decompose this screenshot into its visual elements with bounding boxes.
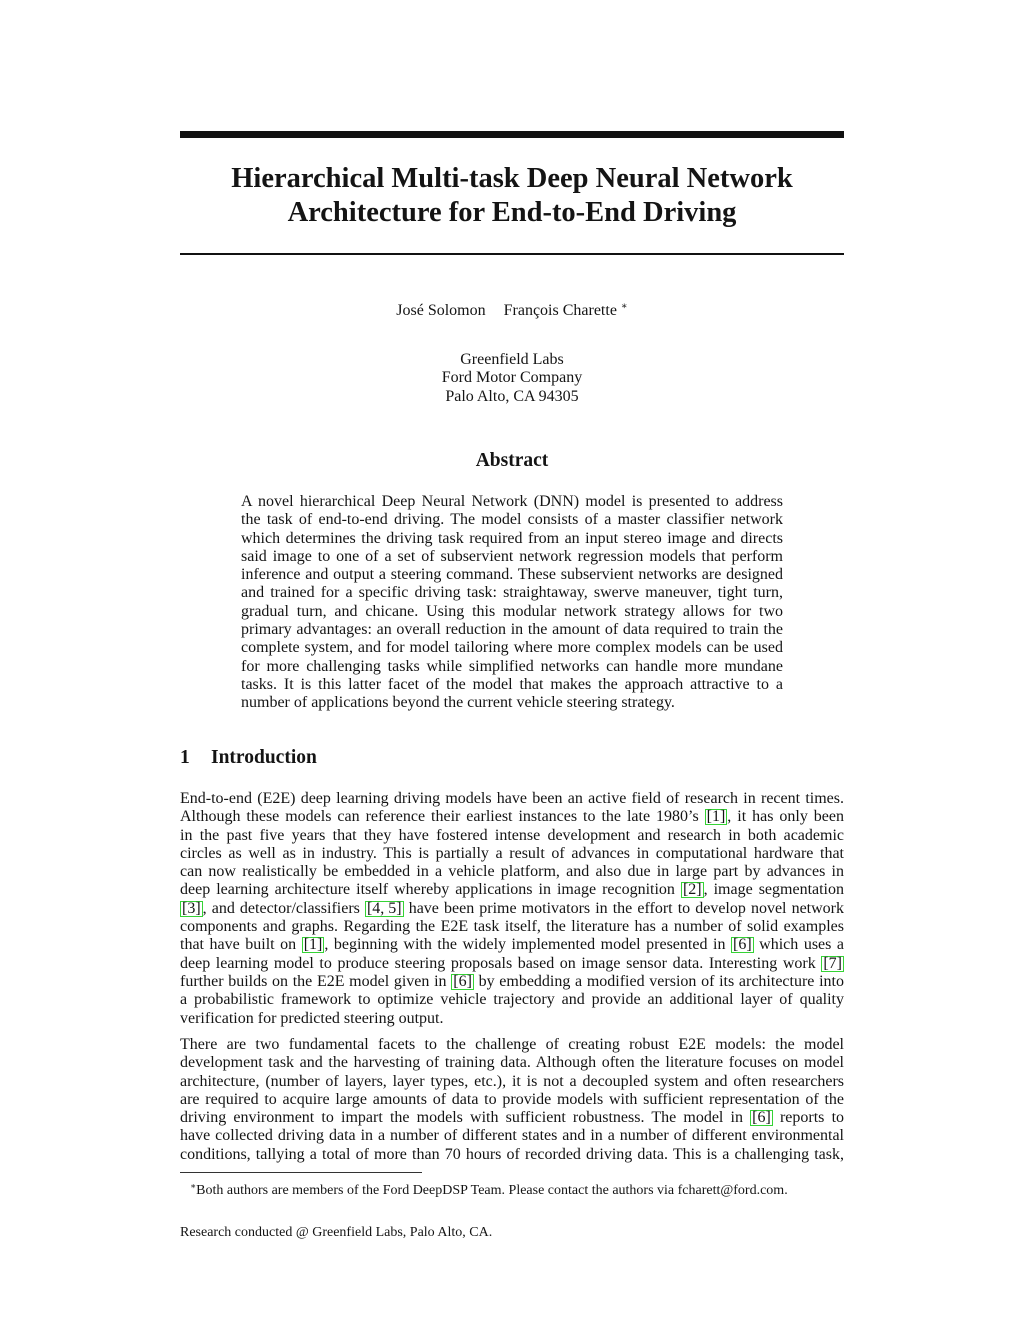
abstract-line: and trained for a specific driving task: straightaway, swerve maneuver, tight turn, xyxy=(241,584,783,602)
paragraph-line: architecture, (number of layers, layer types, etc.), it is not a decoupled system and often researchers xyxy=(180,1072,844,1090)
paper-title xyxy=(180,162,844,230)
footnote-mark: ∗ xyxy=(190,1181,197,1191)
paragraph-line: that have built on [1] , beginning with the widely implemented model presented in [6] which uses a xyxy=(180,936,845,954)
paragraph-line: components and graphs. Regarding the E2E task itself, the literature has a number of solid examples xyxy=(180,918,844,936)
abstract-line: number of applications beyond the current vehicle steering strategy. xyxy=(241,694,675,712)
citation-link[interactable]: [1] xyxy=(706,808,726,826)
paragraph-line: [3] , and detector/classifiers [4, 5] have been prime motivators in the effort to develop novel network xyxy=(182,899,845,917)
paragraph-line: development task and the harvesting of training data. Although often the literature focuses on model xyxy=(180,1054,844,1072)
citation-link[interactable]: [1] xyxy=(303,936,323,954)
abstract-body xyxy=(241,493,783,713)
affiliation-line-2: Ford Motor Company xyxy=(441,369,583,387)
intro-paragraph-1 xyxy=(180,790,844,1028)
intro-paragraph-2 xyxy=(180,1036,844,1164)
paragraph-line: verification for predicted steering output. xyxy=(180,1009,444,1027)
abstract-line: inference and output a steering command. These subservient networks are designed xyxy=(241,566,783,584)
abstract-line: tasks. It is this latter facet of the model that makes the approach attractive to a xyxy=(241,675,783,693)
author-1: José Solomon xyxy=(396,302,486,319)
paragraph-line: further builds on the E2E model given in [6] by embedding a modified version of its architecture into xyxy=(180,972,844,990)
abstract-line: for more challenging tasks while simplified networks can handle more mundane xyxy=(241,657,783,675)
author-list xyxy=(180,297,844,321)
section-title: Introduction xyxy=(211,747,317,768)
title-line-1: Hierarchical Multi-task Deep Neural Network xyxy=(231,163,793,194)
citation-link[interactable]: [6] xyxy=(453,972,472,990)
citation-link[interactable]: [3] xyxy=(182,899,201,917)
abstract-line: A novel hierarchical Deep Neural Network (DNN) model is presented to address xyxy=(241,493,783,510)
paragraph-line: Although these models can reference their earliest instances to the late 1980’s [1] , it has only been xyxy=(180,808,844,826)
abstract-line: the task of end-to-end driving. The model consists of a master classifier network xyxy=(241,511,783,529)
citation-link[interactable]: [6] xyxy=(752,1109,771,1127)
paragraph-line: a probabilistic framework to optimize vehicle trajectory and provide an additional layer of quality xyxy=(180,991,844,1009)
abstract-line: which determines the driving task required from an input stereo image and directs xyxy=(241,529,783,547)
paragraph-line: circles as well as in industry. This is partially a result of advances in computational hardware that xyxy=(180,844,844,862)
title-bottom-rule xyxy=(180,253,844,255)
abstract-heading: Abstract xyxy=(475,450,549,471)
affiliation-line-1: Greenfield Labs xyxy=(460,351,564,368)
section-number: 1 xyxy=(180,747,190,768)
paragraph-line: can now realistically be embedded in a vehicle platform, and also due in large part by advances in xyxy=(180,863,844,881)
footnote-rule xyxy=(180,1172,422,1173)
footnote xyxy=(190,1177,844,1200)
abstract-line: complete system, and for model tailoring where more complex models can be used xyxy=(241,639,783,657)
paragraph-line: in the past five years that they have fostered intense development and research in both academic xyxy=(180,826,844,844)
citation-link[interactable]: [2] xyxy=(682,881,702,899)
paragraph-line: have collected driving data in a number of different states and in a number of different environmental xyxy=(180,1127,844,1145)
title-top-rule xyxy=(180,131,844,138)
affiliation-line-3: Palo Alto, CA 94305 xyxy=(445,387,579,405)
citation-link[interactable]: [4, 5] xyxy=(366,899,402,917)
citation-link[interactable]: [6] xyxy=(732,936,752,954)
author-2: François Charette xyxy=(503,302,617,319)
affiliation xyxy=(180,351,844,406)
paragraph-line: driving environment to impart the models with sufficient robustness. The model in [6] reports to xyxy=(180,1109,845,1127)
paragraph-line: End-to-end (E2E) deep learning driving models have been an active field of research in recent times. xyxy=(180,790,844,807)
title-line-2: Architecture for End-to-End Driving xyxy=(287,197,737,228)
page-footer: Research conducted @ Greenfield Labs, Palo Alto, CA. xyxy=(180,1225,493,1240)
citation-link[interactable]: [7] xyxy=(823,954,842,972)
abstract-line: gradual turn, and chicane. Using this modular network strategy allows for two xyxy=(241,602,783,620)
author-footnote-mark[interactable]: ∗ xyxy=(620,301,628,312)
paragraph-line: are required to acquire large amounts of data to provide models with sufficient representation of the xyxy=(180,1090,844,1108)
section-heading-introduction xyxy=(180,747,317,769)
abstract-line: primary advantages: an overall reduction in the amount of data required to train the xyxy=(241,621,783,639)
abstract-line: said image to one of a set of subservient network regression models that perform xyxy=(241,547,783,565)
paragraph-line: conditions, tallying a total of more than 70 hours of recorded driving data. This is a challenging task, xyxy=(180,1145,844,1163)
paragraph-line: deep learning architecture itself whereby applications in image recognition [2] , image segmentation xyxy=(180,881,845,899)
footnote-text: Both authors are members of the Ford DeepDSP Team. Please contact the authors via fcharett@ford.com. xyxy=(196,1183,788,1198)
paragraph-line: There are two fundamental facets to the challenge of creating robust E2E models: the model xyxy=(180,1036,844,1053)
paragraph-line: deep learning model to produce steering proposals based on image sensor data. Interesting work [7] xyxy=(180,954,842,972)
